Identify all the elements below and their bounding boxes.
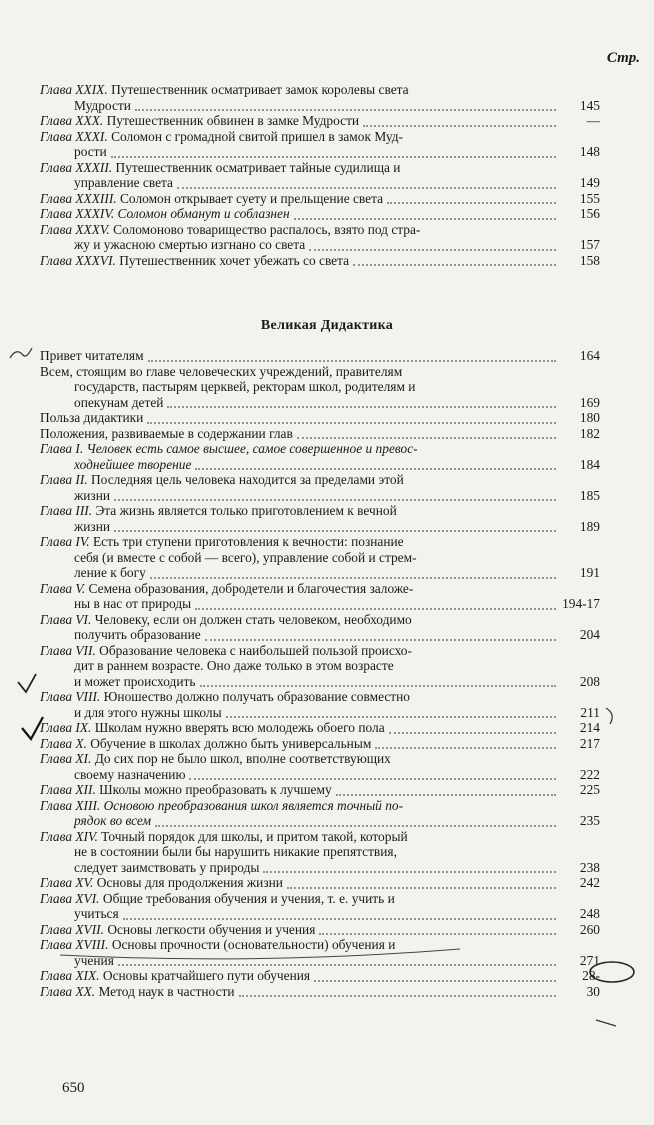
chapter-label: Глава XIII.: [40, 797, 101, 813]
toc-page-number: 164: [579, 348, 600, 363]
toc-page-number: 271: [579, 952, 600, 968]
chapter-label: Глава XXXII.: [40, 159, 113, 175]
toc-page-number: 204: [579, 627, 600, 642]
chapter-title-text: Образование человека с наибольшей пользой происхо-: [99, 642, 412, 658]
toc-page-number: 222: [579, 766, 600, 782]
toc-page-number: 185: [579, 487, 600, 503]
chapter-label: Глава XVII.: [40, 921, 104, 937]
chapter-title-text: Привет читателям: [40, 348, 144, 363]
toc-page-number: 149: [579, 175, 600, 190]
toc-page-number: 238: [579, 859, 600, 875]
dot-leader: [111, 155, 556, 158]
chapter-title-text: Основы кратчайшего пути обучения: [102, 968, 311, 983]
chapter-title-text: Соломон с громадной свитой пришел в замок Муд-: [111, 128, 404, 144]
dot-leader: [226, 715, 556, 718]
toc-bottom-section: [40, 348, 600, 999]
chapter-title-text: Точный порядок для школы, и притом такой, который: [101, 828, 408, 844]
dot-leader: [200, 684, 557, 687]
chapter-label: Глава IX.: [40, 720, 92, 735]
chapter-label: Глава I.: [40, 441, 84, 456]
toc-entry: [40, 160, 600, 191]
toc-page-number: 158: [579, 252, 600, 268]
dot-leader: [195, 607, 556, 610]
chapter-title-text: Основою преобразования школ является точный по-: [103, 797, 404, 813]
chapter-label: Глава II.: [40, 472, 88, 487]
toc-entry-continuation: опекунам детей: [74, 394, 164, 410]
dot-leader: [148, 359, 556, 362]
toc-entry-continuation: и может происходить: [74, 673, 196, 689]
chapter-title-text: Юношество должно получать образование совместно: [103, 689, 411, 704]
toc-entry-continuation: жу и ужасною смертью изгнано со света: [74, 237, 306, 252]
dot-leader: [389, 731, 556, 734]
chapter-label: Глава XXXV.: [40, 221, 110, 237]
chapter-title-text: Основы прочности (основательности) обучения и: [111, 937, 396, 952]
dot-leader: [353, 263, 556, 266]
toc-entry-continuation: не в состоянии были бы нарушить никакие препятствия,: [74, 844, 397, 859]
toc-page-number: 260: [579, 921, 600, 937]
chapter-title-text: Положения, развиваемые в содержании глав: [40, 425, 293, 441]
chapter-title-text: Семена образования, добродетели и благочестия заложе-: [88, 580, 414, 596]
toc-entry-title: [40, 472, 558, 488]
toc-entry-continuation: рости: [74, 144, 107, 159]
chapter-title-text: Соломоново товарищество распалось, взято под стра-: [113, 221, 421, 237]
toc-entry-continuation: своему назначению: [74, 766, 186, 782]
dot-leader: [118, 963, 556, 966]
toc-page-number: 217: [579, 735, 600, 751]
toc-page-number: 208: [579, 673, 600, 689]
toc-entry: [40, 829, 600, 876]
toc-page-number: 180: [579, 410, 600, 425]
toc-entry-title: [40, 612, 558, 628]
toc-page-number: 194-17: [562, 596, 600, 611]
chapter-label: Глава III.: [40, 503, 93, 518]
chapter-title-text: Основы для продолжения жизни: [96, 875, 283, 890]
toc-entry-title: [40, 937, 558, 953]
toc-entry-title: [40, 689, 558, 705]
toc-entry-title: [40, 222, 558, 238]
toc-page-number: 182: [579, 425, 600, 441]
chapter-label: Глава XXXIV.: [40, 206, 115, 221]
chapter-label: Глава XIV.: [40, 828, 98, 844]
toc-entry: [40, 503, 600, 534]
toc-entry-title: [40, 798, 558, 814]
chapter-label: Глава XXXI.: [40, 128, 108, 144]
toc-page-number: 155: [579, 190, 600, 206]
chapter-label: Глава XVIII.: [40, 937, 109, 952]
toc-entry: [40, 937, 600, 968]
dot-leader: [287, 886, 556, 889]
dot-leader: [309, 248, 556, 251]
toc-entry: [40, 129, 600, 160]
dot-leader: [319, 932, 556, 935]
toc-entry: [40, 472, 600, 503]
toc-entry-title: [40, 503, 558, 519]
toc-entry-continuation: рядок во всем: [74, 813, 152, 828]
toc-entry-continuation: ны в нас от природы: [74, 596, 192, 611]
page-column-label: Стр.: [606, 50, 640, 66]
toc-entry: [40, 410, 600, 426]
toc-entry: [40, 534, 600, 581]
chapter-label: Глава V.: [40, 580, 86, 596]
dot-leader: [263, 870, 556, 873]
toc-entry: [40, 720, 600, 736]
toc-entry-title: [40, 643, 558, 659]
dot-leader: [297, 436, 556, 439]
toc-entry-continuation: жизни: [74, 487, 111, 503]
dot-leader: [177, 186, 556, 189]
chapter-title-text: Эта жизнь является только приготовлением к вечной: [95, 503, 397, 518]
dot-leader: [114, 529, 556, 532]
toc-entry-continuation: себя (и вместе с собой — всего), управление собой и стрем-: [74, 549, 417, 565]
toc-entry: [40, 441, 600, 472]
chapter-title-text: Есть три ступени приготовления к вечности: познание: [92, 534, 404, 549]
toc-entry: [40, 643, 600, 690]
toc-entry-continuation: ление к богу: [74, 565, 146, 580]
toc-entry-continuation: дит в раннем возрасте. Оно даже только в этом возрасте: [74, 658, 394, 673]
toc-entry-continuation: Мудрости: [74, 97, 131, 113]
toc-page-number: 169: [579, 394, 600, 410]
chapter-title-text: Польза дидактики: [40, 410, 144, 425]
dot-leader: [155, 824, 556, 827]
toc-entry: [40, 968, 600, 984]
chapter-title-text: Основы легкости обучения и учения: [107, 921, 316, 937]
toc-entry-continuation: ходнейшее творение: [74, 456, 192, 472]
chapter-label: Глава XXXVI.: [40, 252, 116, 268]
toc-entry-continuation: учиться: [74, 906, 119, 921]
chapter-title-text: Человек есть самое высшее, самое совершенное и превос-: [86, 441, 418, 456]
chapter-label: Глава XXXIII.: [40, 190, 117, 206]
chapter-label: Глава X.: [40, 735, 87, 751]
dot-leader: [375, 746, 556, 749]
dot-leader: [294, 217, 556, 220]
dot-leader: [147, 421, 556, 424]
dot-leader: [114, 498, 556, 501]
toc-entry-continuation: государств, пастырям церквей, ректорам школ, родителям и: [74, 379, 416, 394]
toc-entry: [40, 984, 600, 1000]
toc-entry: [40, 891, 600, 922]
chapter-title-text: Общие требования обучения и учения, т. е. учить и: [102, 890, 395, 906]
toc-page-number: 242: [579, 875, 600, 890]
toc-entry-title: [40, 751, 558, 767]
toc-entry: [40, 689, 600, 720]
chapter-title-text: Путешественник осматривает замок королевы света: [111, 82, 409, 97]
toc-entry: [40, 364, 600, 411]
toc-entry-title: [40, 891, 558, 907]
chapter-label: Глава VIII.: [40, 689, 101, 704]
dot-leader: [363, 124, 556, 127]
toc-page-number: 156: [579, 206, 600, 221]
toc-page-number: 28-: [582, 968, 600, 983]
toc-entry: [40, 736, 600, 752]
chapter-title-text: Последняя цель человека находится за пределами этой: [91, 472, 404, 487]
toc-entry-title: [40, 829, 558, 845]
toc-entry-title: [40, 160, 558, 176]
chapter-title-text: Путешественник осматривает тайные судилища и: [115, 159, 401, 175]
toc-entry-continuation: следует заимствовать у природы: [74, 859, 260, 875]
toc-entry-title: [40, 581, 558, 597]
toc-entry: [40, 798, 600, 829]
toc-entry-title: [40, 82, 558, 98]
chapter-label: Глава XVI.: [40, 890, 100, 906]
page-number: 650: [62, 1080, 85, 1096]
chapter-label: Глава XIX.: [40, 968, 100, 983]
chapter-title-text: Соломон открывает суету и прельщение света: [120, 190, 384, 206]
chapter-label: Глава XV.: [40, 875, 94, 890]
chapter-label: Глава XXIX.: [40, 82, 108, 97]
dot-leader: [314, 979, 556, 982]
toc-entry-continuation: учения: [74, 952, 114, 968]
chapter-title-text: Человеку, если он должен стать человеком, необходимо: [94, 611, 412, 627]
toc-entry-title: [40, 129, 558, 145]
toc-entry-continuation: получить образование: [74, 627, 201, 642]
dot-leader: [387, 201, 556, 204]
toc-entry: [40, 222, 600, 253]
chapter-title-text: Метод наук в частности: [98, 983, 235, 999]
toc-entry: [40, 191, 600, 207]
toc-entry: [40, 206, 600, 222]
toc-entry-title: [40, 364, 558, 380]
toc-entry: [40, 348, 600, 364]
toc-entry: [40, 922, 600, 938]
toc-page-number: 235: [579, 813, 600, 828]
chapter-label: Глава IV.: [40, 534, 90, 549]
dot-leader: [189, 777, 556, 780]
toc-page-number: 248: [579, 906, 600, 921]
dot-leader: [239, 994, 556, 997]
chapter-title-text: Всем, стоящим во главе человеческих учреждений, правителям: [40, 363, 403, 379]
toc-entry: [40, 426, 600, 442]
toc-page-number: 157: [579, 237, 600, 252]
toc-entry: [40, 581, 600, 612]
chapter-title-text: До сих пор не было школ, вполне соответствующих: [94, 751, 391, 766]
toc-page-number: 148: [579, 144, 600, 159]
toc-page-number: —: [586, 113, 600, 128]
chapter-title-text: Обучение в школах должно быть универсальным: [90, 735, 372, 751]
chapter-label: Глава XII.: [40, 782, 96, 797]
toc-page-number: 189: [579, 518, 600, 534]
toc-entry: [40, 782, 600, 798]
toc-entry: [40, 751, 600, 782]
chapter-title-text: Путешественник обвинен в замке Мудрости: [106, 113, 360, 128]
chapter-label: Глава VII.: [40, 642, 96, 658]
section-title: Великая Дидактика: [260, 318, 394, 333]
toc-entry-title: [40, 534, 558, 550]
chapter-title-text: Школам нужно вверять всю молодежь обоего пола: [94, 720, 385, 735]
toc-entry: [40, 253, 600, 269]
toc-page-number: 191: [579, 565, 600, 580]
toc-entry: [40, 612, 600, 643]
dot-leader: [205, 638, 556, 641]
dot-leader: [123, 917, 556, 920]
toc-page-number: 145: [579, 97, 600, 113]
toc-page-number: 30: [586, 983, 600, 999]
toc-page-number: 214: [579, 720, 600, 735]
toc-page-number: 184: [579, 456, 600, 472]
toc-entry-title: [40, 441, 558, 457]
toc-entry-continuation: и для этого нужны школы: [74, 704, 222, 720]
dot-leader: [336, 793, 556, 796]
chapter-title-text: Школы можно преобразовать к лучшему: [99, 782, 332, 797]
dot-leader: [195, 467, 556, 470]
toc-entry: [40, 875, 600, 891]
toc-entry: [40, 113, 600, 129]
chapter-label: Глава XI.: [40, 751, 92, 766]
toc-page-number: 225: [579, 782, 600, 797]
toc-top-section: [40, 82, 600, 268]
chapter-title-text: Соломон обманут и соблазнен: [117, 206, 290, 221]
toc-page-number: 211: [580, 704, 600, 720]
chapter-label: Глава VI.: [40, 611, 92, 627]
toc-entry: [40, 82, 600, 113]
toc-entry-continuation: жизни: [74, 518, 111, 534]
dot-leader: [135, 108, 556, 111]
chapter-label: Глава XXX.: [40, 113, 104, 128]
toc-entry-continuation: управление света: [74, 175, 173, 190]
dot-leader: [150, 576, 556, 579]
chapter-title-text: Путешественник хочет убежать со света: [119, 252, 350, 268]
chapter-label: Глава XX.: [40, 983, 96, 999]
dot-leader: [167, 405, 556, 408]
